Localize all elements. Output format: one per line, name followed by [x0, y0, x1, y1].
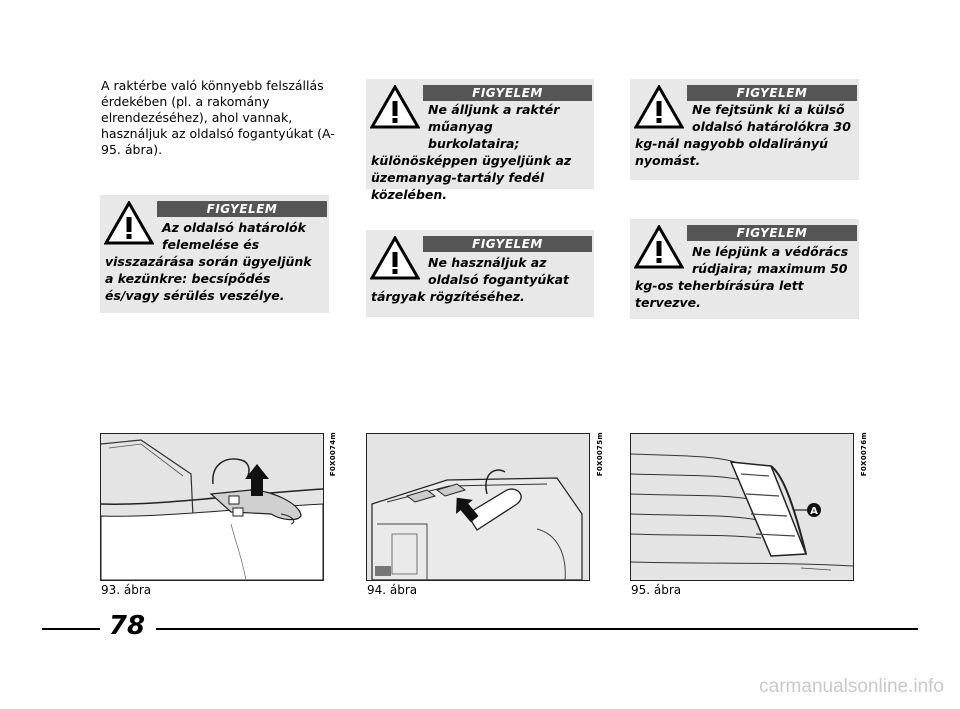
warning-text — [635, 101, 853, 169]
watermark: carmanualsonline.info — [759, 676, 944, 697]
warning-text-rest: kg-os teherbírásúra lett tervezve. — [635, 278, 804, 310]
warning-text-first: Ne álljunk a raktér műanyag burkolataira; — [428, 102, 560, 151]
figure-caption: 95. ábra — [631, 583, 682, 597]
warning-text — [105, 219, 323, 304]
warning-box-side-pressure — [630, 79, 859, 180]
guard-bar-drawing — [631, 434, 853, 580]
warning-header: FIGYELEM — [423, 236, 592, 252]
warning-text — [371, 254, 588, 305]
figure-code: F0X0075m — [596, 432, 604, 477]
warning-text-first: Az oldalsó határolók felemelése és — [162, 220, 306, 252]
figure-caption: 94. ábra — [367, 583, 418, 597]
warning-text — [635, 243, 853, 311]
warning-text-rest: tárgyak rögzítéséhez. — [371, 289, 525, 304]
warning-header: FIGYELEM — [687, 85, 857, 101]
figure-code: F0X0076m — [860, 432, 868, 477]
figure-code: F0X0074m — [329, 432, 337, 477]
warning-text-first: Ne fejtsünk ki a külső oldalsó határolókra 30 — [692, 102, 851, 134]
intro-paragraph: A raktérbe való könnyebb felszállás érdekében (pl. a rakomány elrendezéséhez), ahol vannak, használjuk az oldalsó fogantyúkat (A-95. ábra). — [101, 78, 335, 157]
page-number: 78 — [108, 611, 146, 641]
callout-label: A — [810, 506, 818, 517]
footer-rule-right — [156, 628, 918, 630]
warning-text-rest: visszazárása során ügyeljünk a kezünkre: becsípődés és/vagy sérülés veszélye. — [105, 254, 312, 303]
warning-header: FIGYELEM — [687, 225, 857, 241]
warning-header: FIGYELEM — [423, 85, 592, 101]
figure-94-illustration — [366, 433, 590, 581]
warning-text-first: Ne használjuk az oldalsó fogantyúkat — [428, 255, 569, 287]
figure-95-illustration — [630, 433, 854, 581]
warning-box-handles — [366, 230, 594, 317]
figure-93-illustration — [100, 433, 324, 581]
figure-caption: 93. ábra — [101, 583, 152, 597]
warning-header: FIGYELEM — [157, 201, 327, 217]
warning-text-rest: kg-nál nagyobb oldalirányú nyomást. — [635, 136, 829, 168]
warning-text — [371, 101, 588, 203]
side-handle-drawing — [367, 434, 589, 580]
side-limiter-drawing — [101, 434, 323, 580]
warning-box-plastic-covers — [366, 79, 594, 202]
footer-rule-left — [42, 628, 100, 630]
warning-box-guard-bars — [630, 219, 859, 319]
warning-box-lift-limiters — [100, 195, 329, 313]
warning-text-first: Ne lépjünk a védőrács rúdjaira; maximum 50 — [692, 244, 849, 276]
warning-text-rest: különösképpen ügyeljünk az üzemanyag-tartály fedél közelében. — [371, 153, 572, 202]
